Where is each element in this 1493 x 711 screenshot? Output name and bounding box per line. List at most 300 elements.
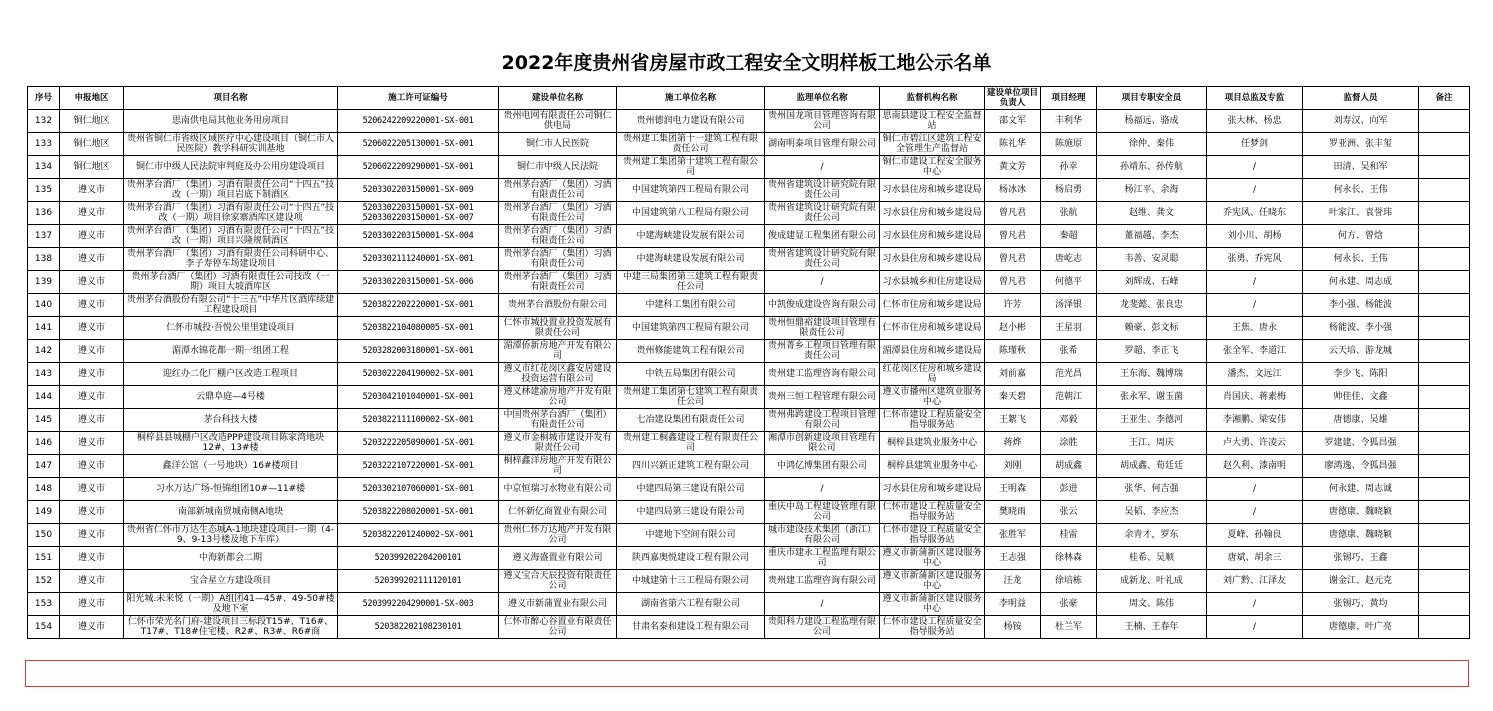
cell-oversight-agency: 仁怀市建设工程质量安全指导服务站 bbox=[880, 409, 985, 432]
cell-inspectors: 何永长、王伟 bbox=[1303, 248, 1419, 271]
cell-chief-supervisors: / bbox=[1207, 294, 1303, 317]
cell-region: 遵义市 bbox=[60, 202, 124, 225]
cell-row-number: 154 bbox=[28, 616, 60, 639]
cell-oversight-agency: 仁怀市建设工程质量安全指导服务站 bbox=[880, 616, 985, 639]
column-header: 备注 bbox=[1419, 87, 1470, 110]
cell-contractor: 陕西嘉奥悦建设工程有限公司 bbox=[617, 547, 765, 570]
cell-region: 遵义市 bbox=[60, 386, 124, 409]
cell-region: 遵义市 bbox=[60, 294, 124, 317]
cell-chief-supervisors: / bbox=[1207, 179, 1303, 202]
cell-chief-supervisors: / bbox=[1207, 501, 1303, 524]
cell-supervisor: 湖南明泰项目管理有限公司 bbox=[765, 133, 880, 156]
cell-safety-officers: 王江、周庆 bbox=[1097, 432, 1207, 455]
cell-project-manager: 涂胜 bbox=[1041, 432, 1097, 455]
cell-project-manager: 徐培栋 bbox=[1041, 570, 1097, 593]
cell-inspectors: 廖鸿逸、令狐昌强 bbox=[1303, 455, 1419, 478]
cell-supervisor: / bbox=[765, 271, 880, 294]
table-row bbox=[28, 225, 1470, 248]
cell-project-manager: 张豪 bbox=[1041, 593, 1097, 616]
cell-project-name: 桐梓县县城棚户区改造PPP建设项目陈家湾地块12#、13#楼 bbox=[124, 432, 338, 455]
cell-developer: 遵义宝合天辰投资有限责任公司 bbox=[499, 570, 617, 593]
cell-supervisor: 贵州国龙项目管理咨询有限公司 bbox=[765, 110, 880, 133]
cell-row-number: 139 bbox=[28, 271, 60, 294]
cell-supervisor: 贵州菁乡工程项目管理有限责任公司 bbox=[765, 340, 880, 363]
cell-developer-lead: 曾凡君 bbox=[985, 202, 1041, 225]
cell-safety-officers: 赵维、龚文 bbox=[1097, 202, 1207, 225]
cell-region: 遵义市 bbox=[60, 363, 124, 386]
column-header: 施工许可证编号 bbox=[338, 87, 499, 110]
cell-developer-lead: 杨冰冰 bbox=[985, 179, 1041, 202]
cell-row-number: 132 bbox=[28, 110, 60, 133]
cell-supervisor: 贵阳科力建设工程监理有限公司 bbox=[765, 616, 880, 639]
cell-project-name: 中海新都会二期 bbox=[124, 547, 338, 570]
cell-remarks bbox=[1419, 455, 1470, 478]
cell-row-number: 133 bbox=[28, 133, 60, 156]
cell-remarks bbox=[1419, 616, 1470, 639]
cell-chief-supervisors: / bbox=[1207, 156, 1303, 179]
cell-developer: 仁怀市醉心谷置业有限责任公司 bbox=[499, 616, 617, 639]
cell-contractor: 中建科工集团有限公司 bbox=[617, 294, 765, 317]
cell-row-number: 137 bbox=[28, 225, 60, 248]
cell-chief-supervisors: 赵久利、漆南明 bbox=[1207, 455, 1303, 478]
cell-supervisor: 俊成建显工程集团有限公司 bbox=[765, 225, 880, 248]
cell-safety-officers: 杨福远、骆成 bbox=[1097, 110, 1207, 133]
cell-safety-officers: 余青才，罗东 bbox=[1097, 524, 1207, 547]
cell-project-name: 贵州茅台酒厂（集团）习酒有限责任公司“十四五”技改（一期）项目徐家寨酒库区建设项 bbox=[124, 202, 338, 225]
cell-remarks bbox=[1419, 478, 1470, 501]
cell-chief-supervisors: 张大林、杨忠 bbox=[1207, 110, 1303, 133]
table-row bbox=[28, 156, 1470, 179]
table-row bbox=[28, 317, 1470, 340]
cell-remarks bbox=[1419, 248, 1470, 271]
cell-safety-officers: 龙斐懿、张良忠 bbox=[1097, 294, 1207, 317]
cell-contractor: 中建四局第三建设有限公司 bbox=[617, 478, 765, 501]
cell-supervisor: / bbox=[765, 478, 880, 501]
cell-developer-lead: 曾凡君 bbox=[985, 271, 1041, 294]
cell-project-manager: 秦超 bbox=[1041, 225, 1097, 248]
cell-safety-officers: 罗超、李正飞 bbox=[1097, 340, 1207, 363]
cell-project-name: 贵州茅台酒股份有限公司“十三五”中华片区酒库续建工程建设项目 bbox=[124, 294, 338, 317]
cell-chief-supervisors: / bbox=[1207, 616, 1303, 639]
cell-developer-lead: 王絮飞 bbox=[985, 409, 1041, 432]
cell-developer-lead: 王志强 bbox=[985, 547, 1041, 570]
cell-row-number: 150 bbox=[28, 524, 60, 547]
table-row bbox=[28, 409, 1470, 432]
cell-developer-lead: 陈瑾秋 bbox=[985, 340, 1041, 363]
cell-permit-number: 5206022209290001-SX-001 bbox=[338, 156, 499, 179]
cell-safety-officers: 成新龙、叶礼成 bbox=[1097, 570, 1207, 593]
cell-developer: 贵州茅台酒股份有限公司 bbox=[499, 294, 617, 317]
cell-permit-number: 5203302107060001-SX-001 bbox=[338, 478, 499, 501]
cell-oversight-agency: 习水县住房和城乡建设局 bbox=[880, 478, 985, 501]
cell-developer-lead: 陈礼华 bbox=[985, 133, 1041, 156]
cell-inspectors: 唐德康、魏晓颖 bbox=[1303, 501, 1419, 524]
cell-region: 遵义市 bbox=[60, 248, 124, 271]
cell-remarks bbox=[1419, 593, 1470, 616]
cell-project-manager: 桂雷 bbox=[1041, 524, 1097, 547]
cell-oversight-agency: 湄潭县住房和城乡建设局 bbox=[880, 340, 985, 363]
cell-inspectors: 刘寿汉、向军 bbox=[1303, 110, 1419, 133]
table-row bbox=[28, 593, 1470, 616]
cell-remarks bbox=[1419, 340, 1470, 363]
cell-inspectors: 唐德康、叶广亮 bbox=[1303, 616, 1419, 639]
table-row bbox=[28, 110, 1470, 133]
cell-remarks bbox=[1419, 179, 1470, 202]
cell-region: 遵义市 bbox=[60, 616, 124, 639]
cell-chief-supervisors: / bbox=[1207, 593, 1303, 616]
cell-region: 铜仁地区 bbox=[60, 110, 124, 133]
cell-oversight-agency: 仁怀市建设工程质量安全指导服务站 bbox=[880, 524, 985, 547]
cell-oversight-agency: 仁怀市建设工程质量安全指导服务站 bbox=[880, 501, 985, 524]
cell-project-name: 仁怀市城投·吾悦公里里建设项目 bbox=[124, 317, 338, 340]
cell-project-name: 贵州茅台酒厂（集团）习酒有限责任公司科研中心、李子寿停车场建设项目 bbox=[124, 248, 338, 271]
cell-oversight-agency: 习水县住房和城乡建设局 bbox=[880, 202, 985, 225]
cell-contractor: 中建四局第三建设有限公司 bbox=[617, 501, 765, 524]
cell-oversight-agency: 桐梓县建筑业服务中心 bbox=[880, 455, 985, 478]
column-header: 序号 bbox=[28, 87, 60, 110]
cell-project-manager: 彭进 bbox=[1041, 478, 1097, 501]
cell-region: 遵义市 bbox=[60, 432, 124, 455]
cell-contractor: 中建海峡建设发展有限公司 bbox=[617, 248, 765, 271]
cell-contractor: 中建三局集团第三建筑工程有限责任公司 bbox=[617, 271, 765, 294]
cell-safety-officers: 刘辉成、石峰 bbox=[1097, 271, 1207, 294]
cell-remarks bbox=[1419, 409, 1470, 432]
cell-project-name: 湄潭水锦花都一期一组团工程 bbox=[124, 340, 338, 363]
cell-remarks bbox=[1419, 202, 1470, 225]
cell-oversight-agency: 仁怀市住房和城乡建设局 bbox=[880, 294, 985, 317]
cell-safety-officers: 胡成鑫、荀廷廷 bbox=[1097, 455, 1207, 478]
cell-developer-lead: 张胜军 bbox=[985, 524, 1041, 547]
cell-permit-number: 5203822111100002-SX-001 bbox=[338, 409, 499, 432]
table-header-row bbox=[28, 87, 1470, 110]
cell-inspectors: 张锡巧、黄均 bbox=[1303, 593, 1419, 616]
cell-inspectors: 帅佳佳、文鑫 bbox=[1303, 386, 1419, 409]
cell-permit-number: 5203302203150001-SX-009 bbox=[338, 179, 499, 202]
cell-supervisor: 贵州建工监理咨询有限公司 bbox=[765, 570, 880, 593]
cell-permit-number: 5203022204190002-SX-001 bbox=[338, 363, 499, 386]
cell-supervisor: 城市建设技术集团（浙江）有限公司 bbox=[765, 524, 880, 547]
cell-contractor: 中国建筑第四工程局有限公司 bbox=[617, 179, 765, 202]
cell-oversight-agency: 遵义市播州区建筑业服务中心 bbox=[880, 386, 985, 409]
cell-developer: 贵州电网有限责任公司铜仁供电局 bbox=[499, 110, 617, 133]
cell-chief-supervisors: 李湘鹏、梁安伟 bbox=[1207, 409, 1303, 432]
cell-inspectors: 何永建、周志成 bbox=[1303, 271, 1419, 294]
cell-project-name: 贵州省铜仁市省级区域医疗中心建设项目（铜仁市人民医院）教学科研实训基地 bbox=[124, 133, 338, 156]
cell-developer-lead: 樊晓雨 bbox=[985, 501, 1041, 524]
cell-permit-number: 5203042101040001-SX-001 bbox=[338, 386, 499, 409]
cell-developer: 贵州茅台酒厂（集团）习酒有限责任公司 bbox=[499, 248, 617, 271]
cell-oversight-agency: 桐梓县建筑业服务中心 bbox=[880, 432, 985, 455]
cell-safety-officers: 周文、陈伟 bbox=[1097, 593, 1207, 616]
cell-supervisor: 贵州弗跨建设工程项目管理有限公司 bbox=[765, 409, 880, 432]
cell-permit-number: 520399202111120101 bbox=[338, 570, 499, 593]
cell-project-manager: 张云 bbox=[1041, 501, 1097, 524]
cell-inspectors: 何方、曾焓 bbox=[1303, 225, 1419, 248]
cell-oversight-agency: 遵义市新蒲新区建设服务中心 bbox=[880, 570, 985, 593]
cell-permit-number: 5203822201240002-SX-001 bbox=[338, 524, 499, 547]
cell-oversight-agency: 遵义市新蒲新区建设服务中心 bbox=[880, 547, 985, 570]
cell-project-name: 思南供电局其他业务用房项目 bbox=[124, 110, 338, 133]
cell-safety-officers: 董福越、李杰 bbox=[1097, 225, 1207, 248]
cell-project-name: 贵州茅台酒厂（集团）习酒有限责任公司“十四五”技改（一期）项目岩底下制酒区 bbox=[124, 179, 338, 202]
cell-safety-officers: 桂希、吴顺 bbox=[1097, 547, 1207, 570]
cell-inspectors: 唐德康、吴雄 bbox=[1303, 409, 1419, 432]
cell-permit-number: 5206022205130001-SX-001 bbox=[338, 133, 499, 156]
cell-inspectors: 何永长、王伟 bbox=[1303, 179, 1419, 202]
cell-chief-supervisors: / bbox=[1207, 271, 1303, 294]
cell-developer: 湄潭侨新房地产开发有限公司 bbox=[499, 340, 617, 363]
cell-supervisor: / bbox=[765, 593, 880, 616]
cell-row-number: 135 bbox=[28, 179, 60, 202]
cell-remarks bbox=[1419, 271, 1470, 294]
cell-region: 遵义市 bbox=[60, 317, 124, 340]
column-header: 项目经理 bbox=[1041, 87, 1097, 110]
cell-contractor: 贵州建工集团第十一建筑工程有限责任公司 bbox=[617, 133, 765, 156]
cell-safety-officers: 张永军、谢玉菌 bbox=[1097, 386, 1207, 409]
cell-supervisor: 贵州省建筑设计研究院有限责任公司 bbox=[765, 179, 880, 202]
cell-safety-officers: 杨江平、余海 bbox=[1097, 179, 1207, 202]
cell-permit-number: 520399202204200101 bbox=[338, 547, 499, 570]
cell-permit-number: 5203302111240001-SX-001 bbox=[338, 248, 499, 271]
cell-inspectors: 叶家江、袁誉玮 bbox=[1303, 202, 1419, 225]
cell-project-name: 宝合星立方建设项目 bbox=[124, 570, 338, 593]
cell-row-number: 138 bbox=[28, 248, 60, 271]
table-row bbox=[28, 501, 1470, 524]
cell-developer-lead: 李明益 bbox=[985, 593, 1041, 616]
cell-supervisor: 贵州建工监理咨询有限公司 bbox=[765, 363, 880, 386]
cell-project-manager: 王星羽 bbox=[1041, 317, 1097, 340]
cell-contractor: 贵州建工集团第七建筑工程有限责任公司 bbox=[617, 386, 765, 409]
cell-remarks bbox=[1419, 133, 1470, 156]
cell-developer: 贵州茅台酒厂（集团）习酒有限责任公司 bbox=[499, 225, 617, 248]
cell-project-manager: 唐屹志 bbox=[1041, 248, 1097, 271]
cell-permit-number: 5203822208020001-SX-001 bbox=[338, 501, 499, 524]
table-row bbox=[28, 455, 1470, 478]
cell-chief-supervisors: 夏峰、孙翰良 bbox=[1207, 524, 1303, 547]
cell-row-number: 136 bbox=[28, 202, 60, 225]
cell-permit-number: 5203822104080005-SX-001 bbox=[338, 317, 499, 340]
cell-row-number: 147 bbox=[28, 455, 60, 478]
cell-developer: 仁怀市城投置业投资发展有限责任公司 bbox=[499, 317, 617, 340]
cell-developer: 遵义市红花岗区鑫安居建设投资运营有限公司 bbox=[499, 363, 617, 386]
cell-project-manager: 范朝江 bbox=[1041, 386, 1097, 409]
cell-region: 铜仁地区 bbox=[60, 156, 124, 179]
cell-project-manager: 范光昌 bbox=[1041, 363, 1097, 386]
cell-remarks bbox=[1419, 501, 1470, 524]
cell-row-number: 149 bbox=[28, 501, 60, 524]
column-header: 申报地区 bbox=[60, 87, 124, 110]
table-row bbox=[28, 248, 1470, 271]
cell-project-manager: 张希 bbox=[1041, 340, 1097, 363]
cell-row-number: 140 bbox=[28, 294, 60, 317]
cell-supervisor: / bbox=[765, 156, 880, 179]
cell-oversight-agency: 红花岗区住房和城乡建设局 bbox=[880, 363, 985, 386]
cell-chief-supervisors: 张全军、李道江 bbox=[1207, 340, 1303, 363]
cell-remarks bbox=[1419, 110, 1470, 133]
cell-developer: 贵州仁怀万达地产开发有限公司 bbox=[499, 524, 617, 547]
cell-project-manager: 徐林森 bbox=[1041, 547, 1097, 570]
table-row bbox=[28, 524, 1470, 547]
cell-developer-lead: 汪龙 bbox=[985, 570, 1041, 593]
cell-chief-supervisors: 张勇、乔宪风 bbox=[1207, 248, 1303, 271]
cell-contractor: 四川兴新正建筑工程有限公司 bbox=[617, 455, 765, 478]
cell-supervisor: 贵州三恒工程管理有限公司 bbox=[765, 386, 880, 409]
cell-region: 遵义市 bbox=[60, 271, 124, 294]
cell-safety-officers: 张华、何吉强 bbox=[1097, 478, 1207, 501]
cell-chief-supervisors: 刘广黔、江泽友 bbox=[1207, 570, 1303, 593]
table-row bbox=[28, 340, 1470, 363]
cell-safety-officers: 吴韬、李应杰 bbox=[1097, 501, 1207, 524]
cell-oversight-agency: 仁怀市住房和城乡建设局 bbox=[880, 317, 985, 340]
column-header: 监理单位名称 bbox=[765, 87, 880, 110]
cell-row-number: 148 bbox=[28, 478, 60, 501]
cell-remarks bbox=[1419, 317, 1470, 340]
cell-row-number: 141 bbox=[28, 317, 60, 340]
cell-developer-lead: 黄文芳 bbox=[985, 156, 1041, 179]
cell-oversight-agency: 铜仁市碧江区建筑工程安全管理生产监督站 bbox=[880, 133, 985, 156]
cell-oversight-agency: 习水县住房和城乡建设局 bbox=[880, 179, 985, 202]
cell-region: 遵义市 bbox=[60, 524, 124, 547]
cell-region: 遵义市 bbox=[60, 409, 124, 432]
column-header: 监督机构名称 bbox=[880, 87, 985, 110]
column-header: 建设单位名称 bbox=[499, 87, 617, 110]
cell-permit-number: 5203992204290001-SX-003 bbox=[338, 593, 499, 616]
cell-permit-number: 520382202108230101 bbox=[338, 616, 499, 639]
cell-safety-officers: 王东海、魏博瑞 bbox=[1097, 363, 1207, 386]
table-row bbox=[28, 202, 1470, 225]
cell-project-manager: 丰利华 bbox=[1041, 110, 1097, 133]
cell-project-manager: 汤泽银 bbox=[1041, 294, 1097, 317]
cell-developer-lead: 秦天碧 bbox=[985, 386, 1041, 409]
cell-row-number: 145 bbox=[28, 409, 60, 432]
table-row bbox=[28, 271, 1470, 294]
cell-safety-officers: 徐仲、秦伟 bbox=[1097, 133, 1207, 156]
cell-oversight-agency: 思南县建设工程安全监督站 bbox=[880, 110, 985, 133]
cell-remarks bbox=[1419, 225, 1470, 248]
cell-contractor: 中建地下空间有限公司 bbox=[617, 524, 765, 547]
column-header: 项目总监及专监 bbox=[1207, 87, 1303, 110]
cell-project-name: 迎红办二化厂棚户区改造工程项目 bbox=[124, 363, 338, 386]
cell-project-name: 阳光城.未来悦（一期）A组团41—45#、49-50#楼及地下室 bbox=[124, 593, 338, 616]
cell-region: 遵义市 bbox=[60, 455, 124, 478]
cell-supervisor: 重庆中岛工程建设管理有限公司 bbox=[765, 501, 880, 524]
cell-row-number: 152 bbox=[28, 570, 60, 593]
cell-oversight-agency: 铜仁市建设工程安全服务中心 bbox=[880, 156, 985, 179]
cell-permit-number: 5203222107220001-SX-001 bbox=[338, 455, 499, 478]
cell-developer-lead: 刘前嘉 bbox=[985, 363, 1041, 386]
notice-table bbox=[27, 86, 1470, 639]
cell-developer: 贵州茅台酒厂（集团）习酒有限责任公司 bbox=[499, 271, 617, 294]
cell-supervisor: 重庆市建永工程监理有限公司 bbox=[765, 547, 880, 570]
cell-row-number: 134 bbox=[28, 156, 60, 179]
cell-chief-supervisors: 刘小川、胡杨 bbox=[1207, 225, 1303, 248]
cell-inspectors: 张锡巧、王鑫 bbox=[1303, 547, 1419, 570]
cell-row-number: 142 bbox=[28, 340, 60, 363]
cell-region: 遵义市 bbox=[60, 593, 124, 616]
cell-developer-lead: 杨铵 bbox=[985, 616, 1041, 639]
column-header: 施工单位名称 bbox=[617, 87, 765, 110]
cell-permit-number: 5203302203150001-SX-006 bbox=[338, 271, 499, 294]
cell-permit-number: 5203302203150001-SX-001 5203302203150001-SX-007 bbox=[338, 202, 499, 225]
cell-remarks bbox=[1419, 432, 1470, 455]
cell-permit-number: 5203222205090001-SX-001 bbox=[338, 432, 499, 455]
cell-permit-number: 5203822202220001-SX-001 bbox=[338, 294, 499, 317]
cell-supervisor: 湘潭市创新建设项目管理有限公司 bbox=[765, 432, 880, 455]
cell-remarks bbox=[1419, 363, 1470, 386]
cell-developer: 桐梓鑫洋房地产开发有限公司 bbox=[499, 455, 617, 478]
cell-inspectors: 唐德康、魏晓颖 bbox=[1303, 524, 1419, 547]
table-row bbox=[28, 616, 1470, 639]
cell-contractor: 中铁五局集团有限公司 bbox=[617, 363, 765, 386]
cell-contractor: 中国建筑第八工程局有限公司 bbox=[617, 202, 765, 225]
cell-safety-officers: 孙靖东、孙传航 bbox=[1097, 156, 1207, 179]
cell-remarks bbox=[1419, 524, 1470, 547]
cell-contractor: 湖南省第六工程有限公司 bbox=[617, 593, 765, 616]
cell-contractor: 中国建筑第四工程局有限公司 bbox=[617, 317, 765, 340]
cell-chief-supervisors: 乔宪风、任晓东 bbox=[1207, 202, 1303, 225]
cell-oversight-agency: 习水县住房和城乡建设局 bbox=[880, 248, 985, 271]
table-row bbox=[28, 294, 1470, 317]
cell-chief-supervisors: 任梦剑 bbox=[1207, 133, 1303, 156]
cell-chief-supervisors: / bbox=[1207, 478, 1303, 501]
cell-region: 遵义市 bbox=[60, 225, 124, 248]
cell-remarks bbox=[1419, 386, 1470, 409]
cell-remarks bbox=[1419, 156, 1470, 179]
table-row bbox=[28, 478, 1470, 501]
cell-contractor: 甘肃名泰和建设工程有限公司 bbox=[617, 616, 765, 639]
cell-chief-supervisors: 肖国庆、蒋素梅 bbox=[1207, 386, 1303, 409]
cell-developer-lead: 曾凡君 bbox=[985, 225, 1041, 248]
column-header: 建设单位项目负责人 bbox=[985, 87, 1041, 110]
cell-developer: 遵义市新蒲置业有限公司 bbox=[499, 593, 617, 616]
cell-developer: 贵州茅台酒厂（集团）习酒有限责任公司 bbox=[499, 202, 617, 225]
cell-safety-officers: 韦善、安灵聪 bbox=[1097, 248, 1207, 271]
cell-row-number: 146 bbox=[28, 432, 60, 455]
cell-safety-officers: 王亚生、李德河 bbox=[1097, 409, 1207, 432]
cell-oversight-agency: 习水县城乡和住房建设局 bbox=[880, 271, 985, 294]
cell-region: 遵义市 bbox=[60, 179, 124, 202]
cell-permit-number: 5203302203150001-SX-004 bbox=[338, 225, 499, 248]
cell-row-number: 143 bbox=[28, 363, 60, 386]
cell-permit-number: 5203282003180001-SX-001 bbox=[338, 340, 499, 363]
cell-inspectors: 李小强、杨能波 bbox=[1303, 294, 1419, 317]
highlight-box bbox=[25, 660, 1469, 687]
cell-developer: 铜仁市人民医院 bbox=[499, 133, 617, 156]
column-header: 监督人员 bbox=[1303, 87, 1419, 110]
cell-project-name: 习水万达广场-恒锦组团10#—11#楼 bbox=[124, 478, 338, 501]
cell-inspectors: 云天培、游龙城 bbox=[1303, 340, 1419, 363]
cell-project-manager: 张航 bbox=[1041, 202, 1097, 225]
cell-inspectors: 罗亚洲、张丰玺 bbox=[1303, 133, 1419, 156]
cell-row-number: 153 bbox=[28, 593, 60, 616]
cell-region: 遵义市 bbox=[60, 501, 124, 524]
cell-inspectors: 李少飞、陈阳 bbox=[1303, 363, 1419, 386]
cell-project-name: 仁怀市荣光名门府-建设项目三标段T15#、T16#、T17#、T18#住宅楼、R2#、R3#、R6#商 bbox=[124, 616, 338, 639]
cell-developer: 中国贵州茅台酒厂（集团）有限责任公司 bbox=[499, 409, 617, 432]
cell-contractor: 中城建第十三工程局有限公司 bbox=[617, 570, 765, 593]
cell-project-name: 贵州省仁怀市万达生态城A-1地块建设项目-一期（4-9、9-13号楼及地下车库） bbox=[124, 524, 338, 547]
table-row bbox=[28, 133, 1470, 156]
cell-remarks bbox=[1419, 547, 1470, 570]
cell-contractor: 中建海峡建设发展有限公司 bbox=[617, 225, 765, 248]
cell-chief-supervisors: 唐斌、胡余三 bbox=[1207, 547, 1303, 570]
cell-inspectors: 田清、吴和军 bbox=[1303, 156, 1419, 179]
cell-supervisor: 贵州恒鼎裕建设项目管理有限责任公司 bbox=[765, 317, 880, 340]
cell-developer-lead: 邵文军 bbox=[985, 110, 1041, 133]
cell-supervisor: 贵州省建筑设计研究院有限责任公司 bbox=[765, 202, 880, 225]
table-row bbox=[28, 432, 1470, 455]
cell-supervisor: 中鸿亿博集团有限公司 bbox=[765, 455, 880, 478]
